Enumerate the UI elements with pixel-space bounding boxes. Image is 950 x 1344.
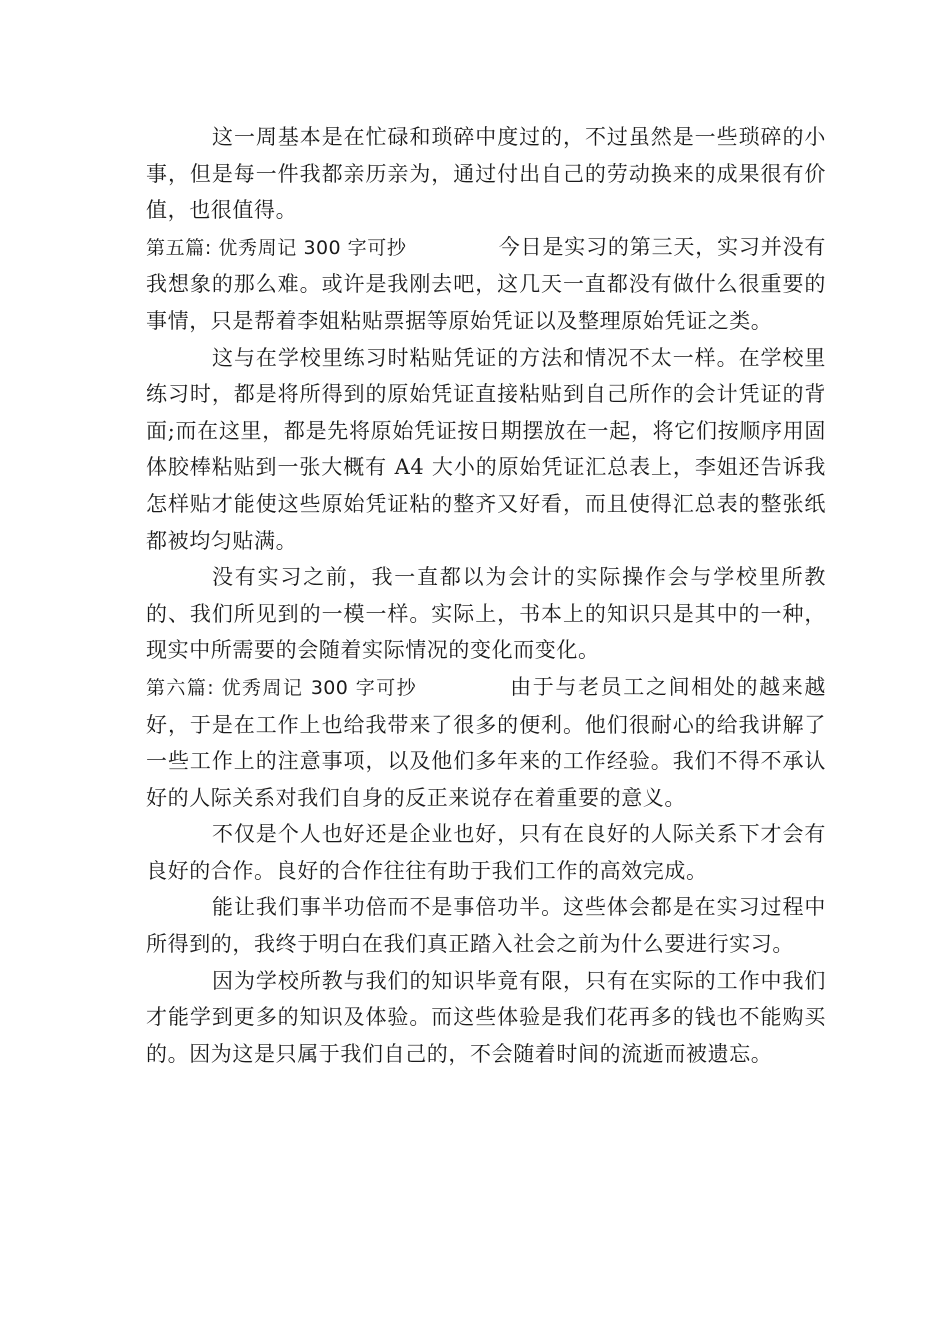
paragraph-3: 这与在学校里练习时粘贴凭证的方法和情况不太一样。在学校里练习时，都是将所得到的原始凭证直接粘贴到自己所作的会计凭证的背面;而在这里，都是先将原始凭证按日期摆放在一起，将它们按顺序用固体胶棒粘贴到一张大概有 A4 大小的原始凭证汇总表上，李姐还告诉我怎样贴才能使这些原始凭证粘的整齐又好看，而且使得汇总表的整张纸都被均匀贴满。 <box>146 345 826 553</box>
section-five-text: 今日是实习的第三天，实习并没有我想象的那么难。或许是我刚去吧，这几天一直都没有做什么很重要的事情，只是帮着李姐粘贴票据等原始凭证以及整理原始凭证之类。 <box>146 234 826 333</box>
section-five-title: 第五篇: 优秀周记 300 字可抄 <box>146 236 407 259</box>
paragraph-2-section-five <box>146 229 826 340</box>
section-six-text: 由于与老员工之间相处的越来越好，于是在工作上也给我带来了很多的便利。他们很耐心的给我讲解了一些工作上的注意事项，以及他们多年来的工作经验。我们不得不承认好的人际关系对我们自身的反正来说存在着重要的意义。 <box>146 674 826 810</box>
paragraph-7: 能让我们事半功倍而不是事倍功半。这些体会都是在实习过程中所得到的，我终于明白在我们真正踏入社会之前为什么要进行实习。 <box>146 895 826 957</box>
paragraph-6: 不仅是个人也好还是企业也好，只有在良好的人际关系下才会有良好的合作。良好的合作往往有助于我们工作的高效完成。 <box>146 822 826 883</box>
paragraph-1: 这一周基本是在忙碌和琐碎中度过的，不过虽然是一些琐碎的小事，但是每一件我都亲历亲为，通过付出自己的劳动换来的成果很有价值，也很值得。 <box>146 125 826 223</box>
document-body <box>146 119 826 1072</box>
paragraph-5-section-six <box>146 669 826 816</box>
paragraph-4: 没有实习之前，我一直都以为会计的实际操作会与学校里所教的、我们所见到的一模一样。实际上，书本上的知识只是其中的一种，现实中所需要的会随着实际情况的变化而变化。 <box>146 565 826 663</box>
paragraph-8: 因为学校所教与我们的知识毕竟有限，只有在实际的工作中我们才能学到更多的知识及体验。而这些体验是我们花再多的钱也不能购买的。因为这是只属于我们自己的，不会随着时间的流逝而被遗忘。 <box>146 968 826 1066</box>
section-six-title: 第六篇: 优秀周记 300 字可抄 <box>146 676 418 699</box>
